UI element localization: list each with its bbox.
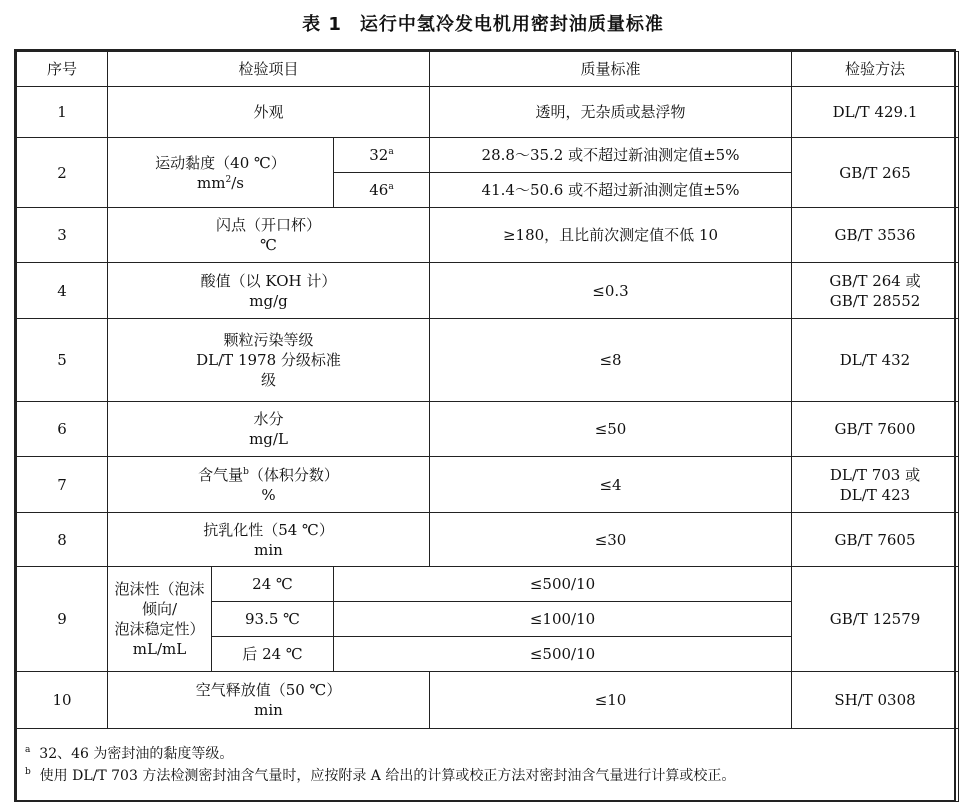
row-standard: ≤8 (430, 319, 792, 402)
row-subitem: 24 ℃ (212, 567, 334, 602)
row-method: GB/T 3536 (792, 208, 959, 263)
row-item: 含气量$^b$（体积分数） % (108, 457, 430, 513)
row-standard: 41.4～50.6 或不超过新油测定值±5% (430, 173, 792, 208)
row-standard: ≤0.3 (430, 263, 792, 319)
row-item: 运动黏度（40 ℃） $mm^2/s$ (108, 138, 334, 208)
table-row (17, 672, 959, 729)
header-item: 检验项目 (108, 52, 430, 87)
row-item: 酸值（以 KOH 计） mg/g (108, 263, 430, 319)
row-item: 空气释放值（50 ℃） min (108, 672, 430, 729)
row-no: 10 (17, 672, 108, 729)
row-no: 1 (17, 87, 108, 138)
row-item: 闪点（开口杯） ℃ (108, 208, 430, 263)
row-method: GB/T 265 (792, 138, 959, 208)
table-row (17, 567, 959, 602)
row-no: 4 (17, 263, 108, 319)
row-standard: ≤30 (430, 513, 792, 567)
note-b: $^b$ 使用 DL/T 703 方法检测密封油含气量时，应按附录 A 给出的计算或校正方法对密封油含气量进行计算或校正。 (25, 767, 736, 784)
row-no: 5 (17, 319, 108, 402)
table-row (17, 319, 959, 402)
table-number: 表 1 (302, 14, 342, 35)
row-item: 颗粒污染等级 DL/T 1978 分级标准 级 (108, 319, 430, 402)
row-item: 泡沫性（泡沫倾向/ 泡沫稳定性） mL/mL (108, 567, 212, 672)
table-row (17, 457, 959, 513)
table-row (17, 402, 959, 457)
row-no: 7 (17, 457, 108, 513)
row-item: 外观 (108, 87, 430, 138)
row-subitem: 93.5 ℃ (212, 602, 334, 637)
row-method: GB/T 7600 (792, 402, 959, 457)
row-item: 水分 mg/L (108, 402, 430, 457)
row-no: 2 (17, 138, 108, 208)
row-subitem: 46$^a$ (334, 173, 430, 208)
header-method: 检验方法 (792, 52, 959, 87)
row-method: DL/T 703 或 DL/T 423 (792, 457, 959, 513)
row-no: 9 (17, 567, 108, 672)
row-item: 抗乳化性（54 ℃） min (108, 513, 430, 567)
row-no: 3 (17, 208, 108, 263)
row-standard: ≤50 (430, 402, 792, 457)
header-no: 序号 (17, 52, 108, 87)
table-notes (17, 729, 959, 802)
row-standard: ≤10 (430, 672, 792, 729)
row-no: 8 (17, 513, 108, 567)
table-row (17, 513, 959, 567)
table-row (17, 138, 959, 173)
header-standard: 质量标准 (430, 52, 792, 87)
row-method: GB/T 12579 (792, 567, 959, 672)
row-standard: 透明，无杂质或悬浮物 (430, 87, 792, 138)
row-standard: 28.8～35.2 或不超过新油测定值±5% (430, 138, 792, 173)
row-subitem: 后 24 ℃ (212, 637, 334, 672)
note-a: $^a$ 32、46 为密封油的黏度等级。 (25, 745, 234, 762)
row-standard: ≤100/10 (334, 602, 792, 637)
row-standard: ≥180，且比前次测定值不低 10 (430, 208, 792, 263)
row-method: DL/T 429.1 (792, 87, 959, 138)
table-row (17, 263, 959, 319)
row-standard: ≤4 (430, 457, 792, 513)
header-row (17, 52, 959, 87)
table-row (17, 87, 959, 138)
table-row (17, 208, 959, 263)
notes-row (17, 729, 959, 802)
row-standard: ≤500/10 (334, 637, 792, 672)
row-method: GB/T 7605 (792, 513, 959, 567)
quality-standard-table (14, 49, 956, 802)
row-method: SH/T 0308 (792, 672, 959, 729)
table-title (0, 10, 966, 36)
row-subitem: 32$^a$ (334, 138, 430, 173)
row-method: DL/T 432 (792, 319, 959, 402)
row-standard: ≤500/10 (334, 567, 792, 602)
row-method: GB/T 264 或 GB/T 28552 (792, 263, 959, 319)
row-no: 6 (17, 402, 108, 457)
table-caption: 运行中氢冷发电机用密封油质量标准 (359, 14, 664, 35)
